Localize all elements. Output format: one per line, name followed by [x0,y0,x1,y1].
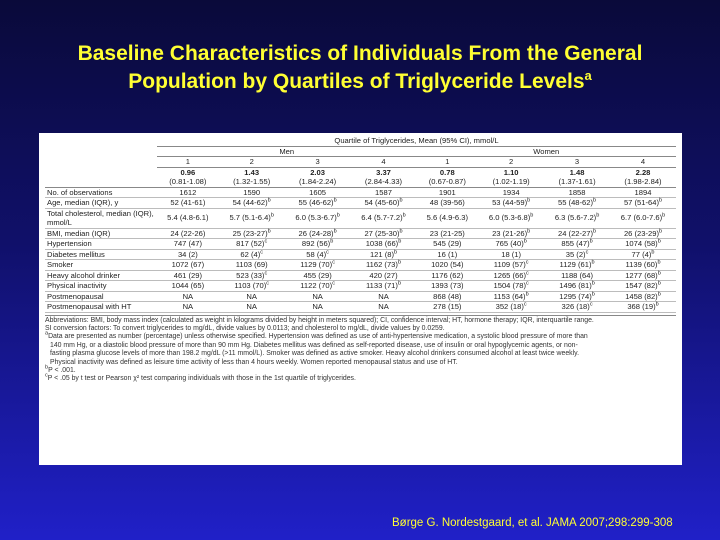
cell-value: 1265 (66) [493,270,527,280]
cell-significance-mark: c [332,259,335,266]
table-cell [157,187,219,198]
table-cell [285,270,351,281]
cell-value: 545 (29) [433,239,462,248]
table-cell [285,291,351,302]
cell-value: 892 (56) [301,239,331,248]
table-cell [285,187,351,198]
cell-significance-mark: b [651,248,655,255]
table-cell [219,228,285,239]
cell-significance-mark: b [398,238,402,245]
cell-value: NA [312,291,323,301]
cell-value: 48 (39-56) [429,198,465,207]
table-cell [285,302,351,313]
table-row [45,260,676,271]
cell-value: 5.7 (5.1-6.4) [229,213,271,223]
cell-value: 1393 (73) [431,281,464,290]
table-cell [351,281,417,292]
cell-value: 1074 (58) [625,239,658,248]
cell-value: 5.6 (4.9-6.3) [426,213,468,223]
cell-value: 1934 [502,187,520,197]
cell-value: 25 (23-27) [232,228,268,238]
quartile-ci: (0.67-0.87) [416,177,478,187]
table-cell [544,187,610,198]
cell-significance-mark: b [593,227,597,234]
cell-value: 1072 (67) [171,260,205,269]
quartile-header: Quartile of Triglycerides, Mean (95% CI), mmol/L [157,136,676,146]
cell-significance-mark: b [657,259,661,266]
quartile-ci: (1.98-2.84) [610,177,676,187]
cell-value: 1139 (60) [625,260,658,269]
table-cell [219,208,285,228]
cell-value: 352 (18) [495,302,524,311]
table-row [45,228,676,239]
table-cell [478,270,544,281]
cell-significance-mark: b [270,212,274,219]
footnote-a-text-4: Physical inactivity was defined as leisure time activity of less than 4 hours weekly. Women reported menopausal status and use of HT. [50,358,458,366]
cell-significance-mark: c [589,301,593,308]
cell-value: 855 (47) [561,239,590,248]
cell-value: 1129 (61) [559,260,592,269]
cell-significance-mark: b [596,212,600,219]
row-label: Total cholesterol, median (IQR), mmol/L [45,208,157,228]
cell-significance-mark: b [397,280,401,287]
cell-value: 18 (1) [501,249,522,259]
table-row [45,198,676,209]
table-cell [610,270,676,281]
cell-significance-mark: b [657,290,661,297]
table-cell [219,239,285,250]
cell-significance-mark: b [267,197,271,204]
footnote-c-mark: c [45,373,48,380]
cell-value: 27 (25-30) [364,228,400,238]
cell-value: 23 (21-26) [492,228,528,238]
table-cell [610,281,676,292]
quartile-ci: (1.84-2.24) [285,177,351,187]
quartile-number: 4 [351,157,417,168]
table-cell [544,270,610,281]
cell-significance-mark: c [260,248,263,255]
table-cell [351,260,417,271]
cell-value: 868 (48) [433,291,462,301]
table-cell [219,198,285,209]
footnote-b-text: P < .001. [48,366,76,374]
table-cell [610,291,676,302]
table-cell [285,198,351,209]
cell-value: 6.0 (5.3-6.8) [488,213,531,223]
cell-value: 278 (15) [433,302,462,311]
cell-value: 1496 (81) [559,281,592,290]
row-label: Physical inactivity [45,281,157,292]
footnote-a-text-2: 140 mm Hg, or a diastolic blood pressure of more than 90 mm Hg. Diabetes mellitus was defined as self-reported disease, use of insulin or oral hypoglycemic agents, or non- [50,341,578,349]
cell-value: 1295 (74) [559,291,592,301]
women-header: Women [416,146,676,157]
table-cell [157,260,219,271]
cell-value: 1103 (69) [235,260,268,269]
table-cell [285,249,351,260]
footnote-a-text-3: fasting plasma glucose levels of more than 198.2 mg/dL (>11 mmol/L). Smoker was defined as active smoker. Heavy alcohol drinkers consumed alcohol at least twice weekly. [50,350,579,358]
footnote-a-mark: a [45,331,49,338]
cell-value: 23 (21-25) [429,228,465,238]
table-cell [610,198,676,209]
table-cell [285,281,351,292]
quartile-ci: (2.84-4.33) [351,177,417,187]
table-cell [610,302,676,313]
table-cell [544,260,610,271]
cell-value: 121 (8) [369,249,394,259]
cell-value: 35 (2) [565,249,586,259]
table-cell [351,291,417,302]
cell-significance-mark: b [399,197,403,204]
cell-significance-mark: c [526,280,529,287]
cell-value: 1858 [568,187,586,197]
table-cell [610,260,676,271]
cell-significance-mark: b [397,259,401,266]
cell-value: 523 (33) [236,270,265,280]
table-cell [610,239,676,250]
quartile-number: 2 [219,157,285,168]
table-cell [219,302,285,313]
cell-value: 1547 (82) [625,281,658,290]
cell-value: 6.7 (6.0-7.6) [620,213,663,223]
table-cell [157,208,219,228]
cell-value: 1153 (64) [493,291,526,301]
cell-value: 1590 [243,187,261,197]
cell-significance-mark: b [591,259,595,266]
cell-significance-mark: c [266,280,270,287]
cell-value: 455 (29) [303,270,332,280]
cell-value: 1504 (78) [493,281,527,290]
table-cell [285,228,351,239]
table-cell [416,198,478,209]
table-cell [478,208,544,228]
table-cell [219,291,285,302]
cell-value: 26 (23-29) [623,228,659,238]
table-row [45,302,676,313]
title-superscript: a [584,68,592,83]
table-cell [610,208,676,228]
table-row [45,239,676,250]
cell-significance-mark: c [264,238,268,245]
cell-value: 55 (48-62) [557,198,594,207]
quartile-number: 4 [610,157,676,168]
quartile-mean: 3.37 [376,167,391,177]
cell-significance-mark: b [657,238,661,245]
table-cell [478,198,544,209]
table-cell [219,187,285,198]
table-cell [157,198,219,209]
cell-value: 368 (19) [627,302,656,311]
quartile-number: 3 [544,157,610,168]
table-cell [544,302,610,313]
table-cell [351,228,417,239]
quartile-number: 1 [416,157,478,168]
table-cell [416,260,478,271]
table-cell [157,249,219,260]
cell-value: 765 (40) [495,239,524,248]
cell-significance-mark: b [527,197,531,204]
cell-value: 1458 (82) [625,291,658,301]
cell-significance-mark: b [658,197,663,204]
table-cell [157,239,219,250]
table-cell [478,187,544,198]
quartile-mean: 1.10 [503,167,519,177]
cell-value: 62 (4) [240,249,261,259]
table-cell [478,239,544,250]
cell-significance-mark: c [525,259,529,266]
cell-value: 461 (29) [173,270,203,280]
table-cell [285,208,351,228]
cell-value: 1122 (70) [300,281,333,290]
table-cell [157,281,219,292]
table-cell [478,228,544,239]
table-cell [544,228,610,239]
table-cell [416,270,478,281]
cell-significance-mark: c [526,269,529,276]
table-cell [219,270,285,281]
cell-value: 1188 (64) [561,270,594,280]
cell-significance-mark: b [399,227,403,234]
cell-significance-mark: b [662,212,666,219]
cell-value: NA [246,302,257,311]
row-label: Postmenopausal [45,291,157,302]
table-cell [416,291,478,302]
cell-significance-mark: c [585,248,589,255]
cell-value: NA [378,302,389,311]
cell-value: 747 (47) [173,239,203,248]
table-row [45,291,676,302]
row-label: BMI, median (IQR) [45,228,157,239]
table-cell [351,239,417,250]
table-cell [478,281,544,292]
cell-value: NA [182,302,194,311]
table-cell [416,208,478,228]
cell-significance-mark: b [394,248,398,255]
quartile-ci: (0.81-1.08) [157,177,219,187]
quartile-ci: (1.02-1.19) [478,177,544,187]
cell-value: 54 (44-62) [232,198,268,207]
slide-title [0,40,720,96]
quartile-mean: 1.43 [244,167,260,177]
table-cell [478,302,544,313]
cell-value: 1162 (73) [365,260,398,269]
table-cell [351,208,417,228]
table-cell [544,239,610,250]
cell-value: 1020 (54) [431,260,464,269]
row-label: No. of observations [45,187,157,198]
cell-significance-mark: b [333,227,337,234]
footnote-a [45,333,676,341]
cell-value: 6.0 (5.3-6.7) [295,213,337,223]
table-cell [478,260,544,271]
cell-significance-mark: b [336,212,340,219]
slide-title-line-2 [0,68,720,96]
cell-value: 1587 [375,187,392,197]
cell-significance-mark: b [593,197,597,204]
cell-significance-mark: b [402,212,406,219]
row-label: Age, median (IQR), y [45,198,157,209]
table-cell [416,302,478,313]
table-cell [544,281,610,292]
cell-value: NA [312,302,323,311]
table-row [45,270,676,281]
table-cell [416,249,478,260]
table-cell [285,260,351,271]
cell-value: NA [246,291,257,301]
footnote-a-text-1: Data are presented as number (percentage) unless otherwise specified. Hypertension was defined as use of anti-hypertensive medication, a systolic blood pressure of more than [48,333,588,341]
table-cell [610,187,676,198]
footnote-c-text: P < .05 by t test or Pearson χ² test comparing individuals with those in the 1st quartile of triglycerides. [47,375,356,383]
baseline-characteristics-table [45,136,676,313]
cell-significance-mark: c [523,301,527,308]
cell-significance-mark: c [264,269,268,276]
table-cell [544,249,610,260]
footnote-b-mark: b [45,364,49,371]
cell-value: 1277 (68) [625,270,658,280]
quartile-mean: 2.28 [635,167,651,177]
cell-value: 1612 [179,187,197,197]
cell-value: 1103 (70) [234,281,267,290]
cell-value: 26 (24-28) [298,228,334,238]
cell-value: 16 (1) [437,249,458,259]
cell-significance-mark: b [527,227,531,234]
table-cell [219,281,285,292]
table-panel [39,133,682,465]
cell-value: 6.4 (5.7-7.2) [361,213,403,223]
table-cell [351,302,417,313]
cell-value: 24 (22-27) [557,228,594,238]
row-label: Diabetes mellitus [45,249,157,260]
quartile-number: 2 [478,157,544,168]
table-cell [157,270,219,281]
cell-value: 53 (44-59) [492,198,528,207]
table-row [45,249,676,260]
table-cell [416,239,478,250]
table-cell [610,228,676,239]
cell-value: 1109 (57) [493,260,526,269]
quartile-mean: 2.03 [310,167,325,177]
cell-significance-mark: b [657,280,661,287]
table-cell [285,239,351,250]
quartile-mean: 1.48 [569,167,585,177]
cell-value: 34 (2) [177,249,198,259]
cell-value: 58 (4) [306,249,327,259]
cell-significance-mark: b [267,227,271,234]
table-cell [416,281,478,292]
cell-value: 326 (18) [561,302,590,311]
cell-significance-mark: b [330,238,334,245]
table-cell [351,187,417,198]
table-row [45,208,676,228]
quartile-ci: (1.32-1.55) [219,177,285,187]
table-cell [351,270,417,281]
cell-value: 1129 (70) [300,260,333,269]
cell-value: 5.4 (4.8-6.1) [167,213,209,223]
cell-value: 6.3 (5.6-7.2) [554,213,597,223]
abbreviations-note: Abbreviations: BMI, body mass index (calculated as weight in kilograms divided by height in meters squared); CI, confidence interval; HT, hormone therapy; IQR, interquartile range. [45,316,594,324]
men-header: Men [157,146,416,157]
cell-value: NA [182,291,194,301]
cell-significance-mark: b [589,238,593,245]
cell-significance-mark: b [591,280,595,287]
table-cell [544,208,610,228]
cell-value: 1894 [634,187,652,197]
table-cell [157,302,219,313]
table-cell [157,228,219,239]
table-cell [416,187,478,198]
cell-value: 57 (51-64) [623,198,659,207]
si-conversion-note: SI conversion factors: To convert triglycerides to mg/dL, divide values by 0.0113; and cholesterol to mg/dL, divide values by 0.0259. [45,324,445,332]
table-cell [610,249,676,260]
table-cell [219,249,285,260]
table-cell [544,291,610,302]
cell-value: 55 (46-62) [298,198,334,207]
table-cell [478,291,544,302]
slide-title-line-1: Baseline Characteristics of Individuals From the General [77,42,643,65]
footnote-c [45,375,676,383]
cell-significance-mark: b [657,269,661,276]
table-row [45,281,676,292]
cell-significance-mark: b [523,238,527,245]
cell-value: 54 (45-60) [364,198,400,207]
table-cell [157,291,219,302]
table-footnotes [45,315,676,384]
cell-value: 77 (4) [631,249,652,259]
quartile-mean: 0.78 [439,167,455,177]
table-cell [416,228,478,239]
cell-value: 24 (22-26) [170,228,206,238]
cell-significance-mark: c [332,280,335,287]
cell-value: 1038 (66) [365,239,399,248]
cell-value: 1605 [309,187,327,197]
quartile-number: 1 [157,157,219,168]
row-label: Smoker [45,260,157,271]
cell-significance-mark: b [658,227,663,234]
cell-value: 1176 (62) [431,270,464,280]
cell-value: 52 (41-61) [170,198,206,207]
cell-value: NA [378,291,389,301]
cell-value: 1044 (65) [171,281,205,290]
row-label: Heavy alcohol drinker [45,270,157,281]
row-label: Postmenopausal with HT [45,302,157,313]
quartile-mean: 0.96 [180,167,196,177]
cell-value: 420 (27) [369,270,398,280]
cell-significance-mark: c [326,248,329,255]
table-cell [544,198,610,209]
slide-title-line-2-text: Population by Quartiles of Triglyceride Levels [128,70,585,93]
quartile-number: 3 [285,157,351,168]
table-row [45,187,676,198]
cell-value: 1901 [438,187,456,197]
table-cell [351,249,417,260]
cell-significance-mark: b [655,301,659,308]
table-cell [478,249,544,260]
quartile-ci: (1.37-1.61) [544,177,610,187]
cell-significance-mark: b [530,212,534,219]
citation: Børge G. Nordestgaard, et al. JAMA 2007;298:299-308 [392,517,673,529]
row-label: Hypertension [45,239,157,250]
cell-significance-mark: b [525,290,529,297]
cell-significance-mark: b [333,197,337,204]
cell-value: 817 (52) [236,239,265,248]
table-cell [219,260,285,271]
cell-value: 1133 (71) [365,281,398,290]
table-cell [351,198,417,209]
cell-significance-mark: b [591,290,595,297]
